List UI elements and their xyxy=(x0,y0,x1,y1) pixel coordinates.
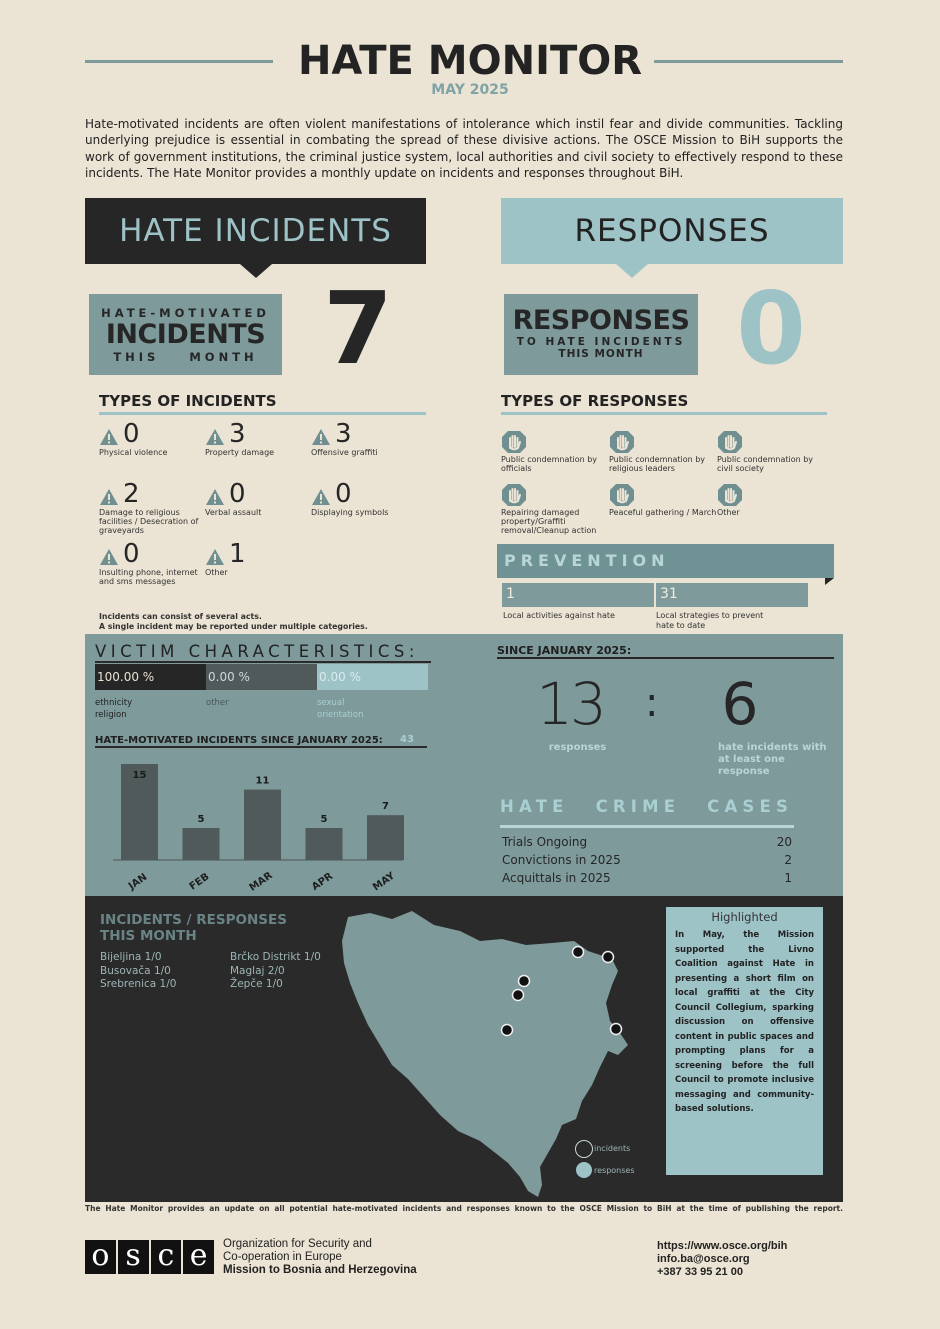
chart-bar xyxy=(306,828,343,860)
incidents-legend-marker xyxy=(575,1140,593,1158)
warning-icon xyxy=(99,428,119,446)
local-strategies-bar: 31 xyxy=(656,583,808,607)
incident-type-label: Offensive graffiti xyxy=(311,448,378,457)
box-label-bottom: THIS MONTH xyxy=(558,348,644,360)
stop-hand-icon xyxy=(717,430,743,454)
warning-icon xyxy=(99,488,119,506)
response-type-label: Other xyxy=(717,508,740,517)
banner-pointer xyxy=(616,264,648,278)
map-markers xyxy=(330,905,670,1200)
org-name-line: Co-operation in Europe xyxy=(223,1251,342,1263)
victim-characteristics-heading: VICTIM CHARACTERISTICS: xyxy=(95,642,419,661)
warning-icon xyxy=(205,488,225,506)
box-label-top: HATE-MOTIVATED xyxy=(101,306,270,320)
stop-hand-icon xyxy=(501,483,527,507)
local-strategies-label: Local strategies to prevent hate to date xyxy=(656,611,764,630)
chart-category-label: APR xyxy=(310,870,336,893)
incident-marker xyxy=(603,952,614,963)
response-type-label: Public condemnation by religious leaders xyxy=(609,455,706,473)
incident-type-label: Physical violence xyxy=(99,448,168,457)
types-of-responses-heading: TYPES OF RESPONSES xyxy=(501,392,689,410)
osce-logo xyxy=(85,1240,216,1274)
incident-type-count: 1 xyxy=(229,539,246,569)
logo-letter: o xyxy=(85,1240,116,1274)
incidents-note xyxy=(99,612,368,631)
highlighted-text: In May, the Mission supported the Livno Coalition against Hate in presenting a short film on local graffiti at the City Council Collegium, sparking discussion on offensive content in public spaces and prompting plans for a screening before the full Council to promote inclusive messaging and community-based solutions. xyxy=(675,930,814,1114)
incident-marker xyxy=(611,1024,622,1035)
since-january-responses-label: responses xyxy=(548,742,607,753)
hate-crime-row xyxy=(502,853,792,867)
chart-value-label: 5 xyxy=(197,814,205,825)
chart-bar xyxy=(183,828,220,860)
stop-hand-icon xyxy=(501,430,527,454)
victim-share-label xyxy=(95,697,132,721)
warning-icon xyxy=(205,428,225,446)
incident-marker xyxy=(573,947,584,958)
label-line: other xyxy=(206,698,229,708)
chart-bar xyxy=(367,815,404,860)
victim-share-bar: 0.00 % xyxy=(317,664,428,690)
section-rule xyxy=(99,412,426,415)
response-type-label: Public condemnation by civil society xyxy=(717,455,814,473)
since-january-incidents-label: hate incidents with at least one response xyxy=(718,742,827,777)
since-january-separator: : xyxy=(645,680,659,726)
chart-title: HATE-MOTIVATED INCIDENTS SINCE JANUARY 2025: xyxy=(95,735,383,746)
responses-banner: RESPONSES xyxy=(501,198,843,264)
hate-crime-cases-heading: HATE CRIME CASES xyxy=(500,797,794,816)
incident-marker xyxy=(513,990,524,1001)
label-line: religion xyxy=(95,710,127,720)
since-january-responses: 13 xyxy=(536,670,604,738)
hate-crime-row-value: 1 xyxy=(784,871,792,885)
warning-icon xyxy=(311,428,331,446)
chart-total: 43 xyxy=(400,734,414,745)
local-activities-bar: 1 xyxy=(502,583,654,607)
stop-hand-icon xyxy=(609,483,635,507)
logo-letter: c xyxy=(151,1240,182,1274)
note-line: Incidents can consist of several acts. xyxy=(99,612,262,621)
location-item: Brčko Distrikt 1/0 xyxy=(230,951,321,963)
chart-category-label: MAR xyxy=(247,870,275,894)
chart-bar xyxy=(244,790,281,860)
heading-line: INCIDENTS / RESPONSES xyxy=(100,912,287,928)
page-title: HATE MONITOR xyxy=(297,38,643,84)
email-link[interactable]: info.ba@osce.org xyxy=(657,1253,750,1265)
chart-value-label: 15 xyxy=(132,770,147,781)
incident-type-count: 2 xyxy=(123,479,140,509)
incidents-count: 7 xyxy=(323,270,393,387)
chart-value-label: 7 xyxy=(382,801,389,813)
incident-type-count: 3 xyxy=(335,419,352,449)
map-section-heading xyxy=(100,912,287,944)
incident-type-count: 0 xyxy=(335,479,352,509)
ribbon-fold xyxy=(825,578,834,585)
highlighted-title: Highlighted xyxy=(711,910,778,924)
warning-icon xyxy=(311,488,331,506)
location-item: Srebrenica 1/0 xyxy=(100,978,177,990)
victim-share-bar: 100.00 % xyxy=(95,664,206,690)
section-rule xyxy=(95,661,431,663)
location-item: Maglaj 2/0 xyxy=(230,964,285,977)
chart-value-label: 5 xyxy=(320,814,328,825)
incidents-legend-label: incidents xyxy=(594,1144,631,1153)
org-name-line: Organization for Security and xyxy=(223,1238,372,1250)
hate-crime-row-label: Trials Ongoing xyxy=(502,835,588,849)
website-link[interactable]: https://www.osce.org/bih xyxy=(657,1240,788,1252)
incident-type-label: Other xyxy=(205,568,228,577)
section-rule xyxy=(497,657,834,659)
response-type-label: Peaceful gathering / March xyxy=(609,508,717,517)
incident-type-label: Property damage xyxy=(205,448,275,457)
chart-value-label: 11 xyxy=(255,775,270,787)
location-item: Busovača 1/0 xyxy=(100,964,171,977)
hate-crime-row-value: 20 xyxy=(776,835,792,849)
victim-share-label xyxy=(206,697,229,709)
chart-category-label: MAY xyxy=(371,870,398,894)
victim-share-label xyxy=(317,697,364,721)
response-type-label: Repairing damaged property/Graffiti removal/Cleanup action xyxy=(501,508,597,535)
incident-type-label: Insulting phone, internet and sms messages xyxy=(99,568,198,586)
incident-type-count: 0 xyxy=(123,419,140,449)
warning-icon xyxy=(99,548,119,566)
since-january-incidents: 6 xyxy=(721,670,759,738)
hate-crime-row xyxy=(502,835,792,849)
victim-share-bar: 0.00 % xyxy=(206,664,317,690)
since-january-heading: SINCE JANUARY 2025: xyxy=(497,644,632,657)
incident-type-count: 3 xyxy=(229,419,246,449)
footer-note: The Hate Monitor provides an update on all potential hate-motivated incidents and responses known to the OSCE Mission to BiH at the time of publishing the report. xyxy=(85,1204,843,1213)
responses-legend-label: responses xyxy=(594,1166,635,1175)
warning-icon xyxy=(205,548,225,566)
hate-crime-row-value: 2 xyxy=(784,853,792,867)
box-label-bottom: THIS MONTH xyxy=(113,350,258,364)
location-item: Žepče 1/0 xyxy=(230,978,283,990)
page-subtitle: MAY 2025 xyxy=(431,82,509,98)
section-rule xyxy=(500,825,794,828)
incident-type-count: 0 xyxy=(123,539,140,569)
banner-pointer xyxy=(240,264,272,278)
incident-type-count: 0 xyxy=(229,479,246,509)
logo-letter: s xyxy=(118,1240,149,1274)
box-label-mid: TO HATE INCIDENTS xyxy=(516,336,686,348)
responses-count: 0 xyxy=(736,270,806,387)
incidents-count-box xyxy=(89,294,282,375)
logo-letter: e xyxy=(183,1240,214,1274)
types-of-incidents-heading: TYPES OF INCIDENTS xyxy=(99,392,277,410)
prevention-heading: PREVENTION xyxy=(497,544,834,578)
label-line: sexual xyxy=(317,698,345,708)
note-line: A single incident may be reported under multiple categories. xyxy=(99,621,368,631)
box-label-main: RESPONSES xyxy=(512,305,690,336)
incident-type-label: Verbal assault xyxy=(205,508,262,517)
stop-hand-icon xyxy=(609,430,635,454)
heading-line: THIS MONTH xyxy=(100,928,197,944)
location-item: Bijeljina 1/0 xyxy=(100,951,162,963)
incident-marker xyxy=(502,1025,513,1036)
hate-incidents-banner: HATE INCIDENTS xyxy=(85,198,426,264)
monthly-incidents-chart xyxy=(95,752,425,894)
box-label-main: INCIDENTS xyxy=(105,319,266,350)
incident-type-label: Displaying symbols xyxy=(311,508,389,517)
section-rule xyxy=(95,746,427,748)
stop-hand-icon xyxy=(717,483,743,507)
local-activities-label: Local activities against hate xyxy=(503,611,615,620)
incident-marker xyxy=(519,976,530,987)
responses-legend-marker xyxy=(576,1162,592,1178)
intro-text: Hate-motivated incidents are often violent manifestations of intolerance which instil fear and divide communities. Tackling underlying prejudice is essential in combating the spread of these divisive actions. The OSCE Mission to BiH supports the work of government institutions, the criminal justice system, local authorities and civil society to effectively respond to these incidents. The Hate Monitor provides a monthly update on incidents and responses throughout BiH. xyxy=(85,117,843,180)
label-line: orientation xyxy=(317,710,364,720)
label-line: ethnicity xyxy=(95,698,133,708)
chart-category-label: FEB xyxy=(187,871,212,893)
incident-type-label: Damage to religious facilities / Desecration of graveyards xyxy=(99,508,199,535)
hate-crime-row xyxy=(502,871,792,885)
chart-category-label: JAN xyxy=(126,871,150,893)
mission-name: Mission to Bosnia and Herzegovina xyxy=(223,1264,417,1276)
highlighted-box xyxy=(666,907,823,1175)
hate-crime-row-label: Convictions in 2025 xyxy=(502,853,621,867)
hate-crime-row-label: Acquittals in 2025 xyxy=(502,871,611,885)
responses-count-box xyxy=(504,294,698,375)
response-type-label: Public condemnation by officials xyxy=(501,455,598,473)
phone-number: +387 33 95 21 00 xyxy=(657,1266,743,1278)
section-rule xyxy=(501,412,827,415)
